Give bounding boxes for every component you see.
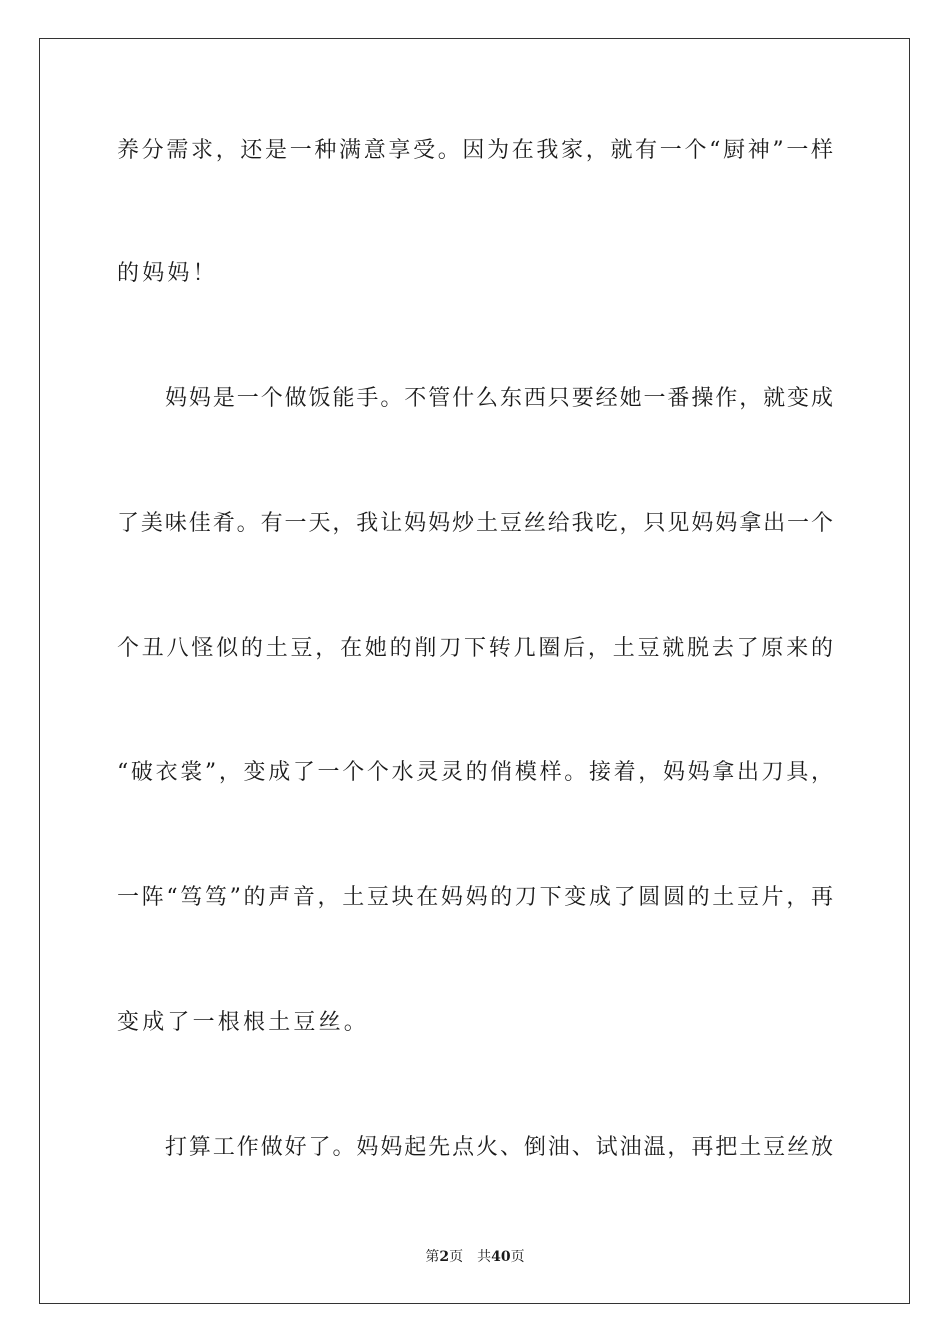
footer-total-suffix: 页 <box>510 1249 525 1265</box>
body-line-8: 变成了一根根土豆丝。 <box>117 1010 370 1035</box>
body-line-3: 妈妈是一个做饭能手。不管什么东西只要经她一番操作，就变成 <box>165 386 833 411</box>
footer-page-number: 2 <box>439 1249 450 1265</box>
body-line-7: 一阵“笃笃”的声音，土豆块在妈妈的刀下变成了圆圆的土豆片，再 <box>117 885 833 910</box>
body-line-2: 的妈妈！ <box>117 261 218 286</box>
body-line-6: “破衣裳”，变成了一个个水灵灵的俏模样。接着，妈妈拿出刀具， <box>117 760 833 785</box>
page-footer <box>0 1247 950 1267</box>
body-line-4: 了美味佳肴。有一天，我让妈妈炒土豆丝给我吃，只见妈妈拿出一个 <box>117 511 833 536</box>
footer-total-pages: 40 <box>491 1249 511 1265</box>
footer-page-suffix: 页 <box>449 1249 464 1265</box>
body-line-5: 个丑八怪似的土豆，在她的削刀下转几圈后，土豆就脱去了原来的 <box>117 636 833 661</box>
footer-page-prefix: 第 <box>425 1249 440 1265</box>
footer-total-prefix: 共 <box>477 1249 492 1265</box>
page-border <box>39 38 910 1304</box>
body-line-9: 打算工作做好了。妈妈起先点火、倒油、试油温，再把土豆丝放 <box>165 1135 833 1160</box>
body-line-1: 养分需求，还是一种满意享受。因为在我家，就有一个“厨神”一样 <box>117 138 833 163</box>
